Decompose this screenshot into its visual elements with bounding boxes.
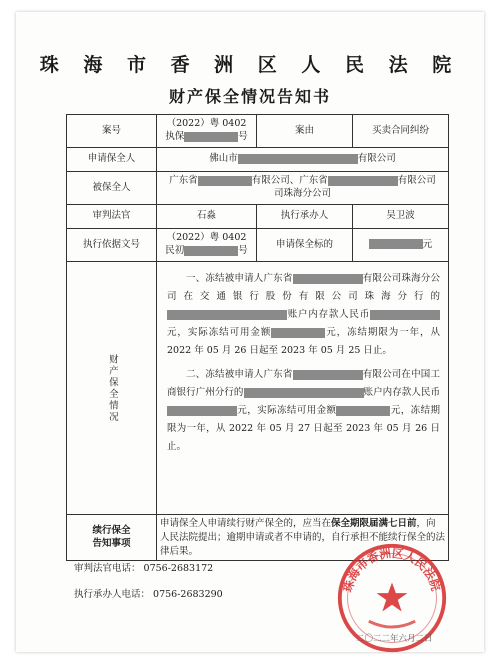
redaction xyxy=(167,406,237,416)
status-label: 财产保全情况 xyxy=(106,353,118,423)
redaction xyxy=(328,176,398,186)
redaction xyxy=(167,310,287,320)
case-no-label: 案号 xyxy=(67,115,157,148)
court-name: 珠 海 市 香 洲 区 人 民 法 院 xyxy=(39,54,461,76)
redaction xyxy=(370,310,440,320)
redaction xyxy=(184,132,238,142)
redaction xyxy=(293,274,363,284)
applicant-value: 佛山市 有限公司 xyxy=(157,148,449,172)
notice-label: 续行保全 告知事项 xyxy=(67,515,157,561)
seal-star-icon xyxy=(377,583,408,612)
basis-value: （2022）粤 0402 民初 号 xyxy=(157,229,257,262)
judge-label: 审判法官 xyxy=(67,205,157,229)
row-applicant xyxy=(67,148,449,172)
redaction xyxy=(293,370,363,380)
redaction xyxy=(369,239,423,249)
redaction xyxy=(271,328,325,338)
row-respondent xyxy=(67,172,449,205)
row-basis xyxy=(67,229,449,262)
seal-emblem-base xyxy=(369,621,415,627)
row-judge xyxy=(67,205,449,229)
cause-value: 买卖合同纠纷 xyxy=(353,115,449,148)
row-status xyxy=(67,262,449,515)
redaction xyxy=(184,246,238,256)
redaction xyxy=(238,154,358,164)
notice-text: 申请保全人申请续行财产保全的，应当在保全期限届满七日前，向人民法院提出；逾期申请或者不申请的，自行承担不能续行保全的法律后果。 xyxy=(157,515,449,561)
redaction xyxy=(198,176,252,186)
judge-phone: 审判法官电话： 0756-2683172 xyxy=(74,563,214,574)
status-paragraph-1: 一、冻结被申请人广东省 有限公司珠海分公司在交通银行股份有限公司珠海分行的账户内存款人民币元，实际冻结可用金额 元，冻结期限为一年，从 2022 年 05 月 26 日起至 2023 年 05 月 25 日止。 xyxy=(167,273,440,357)
document-title: 财产保全情况告知书 xyxy=(168,87,331,106)
status-paragraph-2: 二、冻结被申请人广东省 有限公司在中国工商银行广州分行的 账户内存款人民币元，实际冻结可用金额 元，冻结期限为一年，从 2022 年 05 月 27 日起至 2023 年 05 月 26 日止。 xyxy=(167,369,440,453)
target-label: 申请保全标的 xyxy=(257,229,353,262)
judge-value: 石淼 xyxy=(157,205,257,229)
executor-value: 吴卫波 xyxy=(353,205,449,229)
respondent-label: 被保全人 xyxy=(67,172,157,205)
respondent-value: 广东省 有限公司、广东省 有限公司 司珠海分公司 xyxy=(157,172,449,205)
executor-phone: 执行承办人电话： 0756-2683290 xyxy=(74,589,223,600)
executor-label: 执行承办人 xyxy=(257,205,353,229)
case-no-value: （2022）粤 0402 执保 号 xyxy=(157,115,257,148)
redaction xyxy=(336,406,390,416)
preservation-table xyxy=(66,114,449,561)
basis-label: 执行依据文号 xyxy=(67,229,157,262)
status-label-cell xyxy=(67,262,157,515)
applicant-label: 申请保全人 xyxy=(67,148,157,172)
cause-label: 案由 xyxy=(257,115,353,148)
row-case-no xyxy=(67,115,449,148)
document-page xyxy=(16,12,484,652)
signature-date: 二〇二二年六月二日 xyxy=(356,634,433,644)
redaction xyxy=(244,388,364,398)
status-body xyxy=(157,262,449,515)
seal-text: 珠海市香洲区人民法院 xyxy=(340,546,444,594)
target-value: 元 xyxy=(353,229,449,262)
